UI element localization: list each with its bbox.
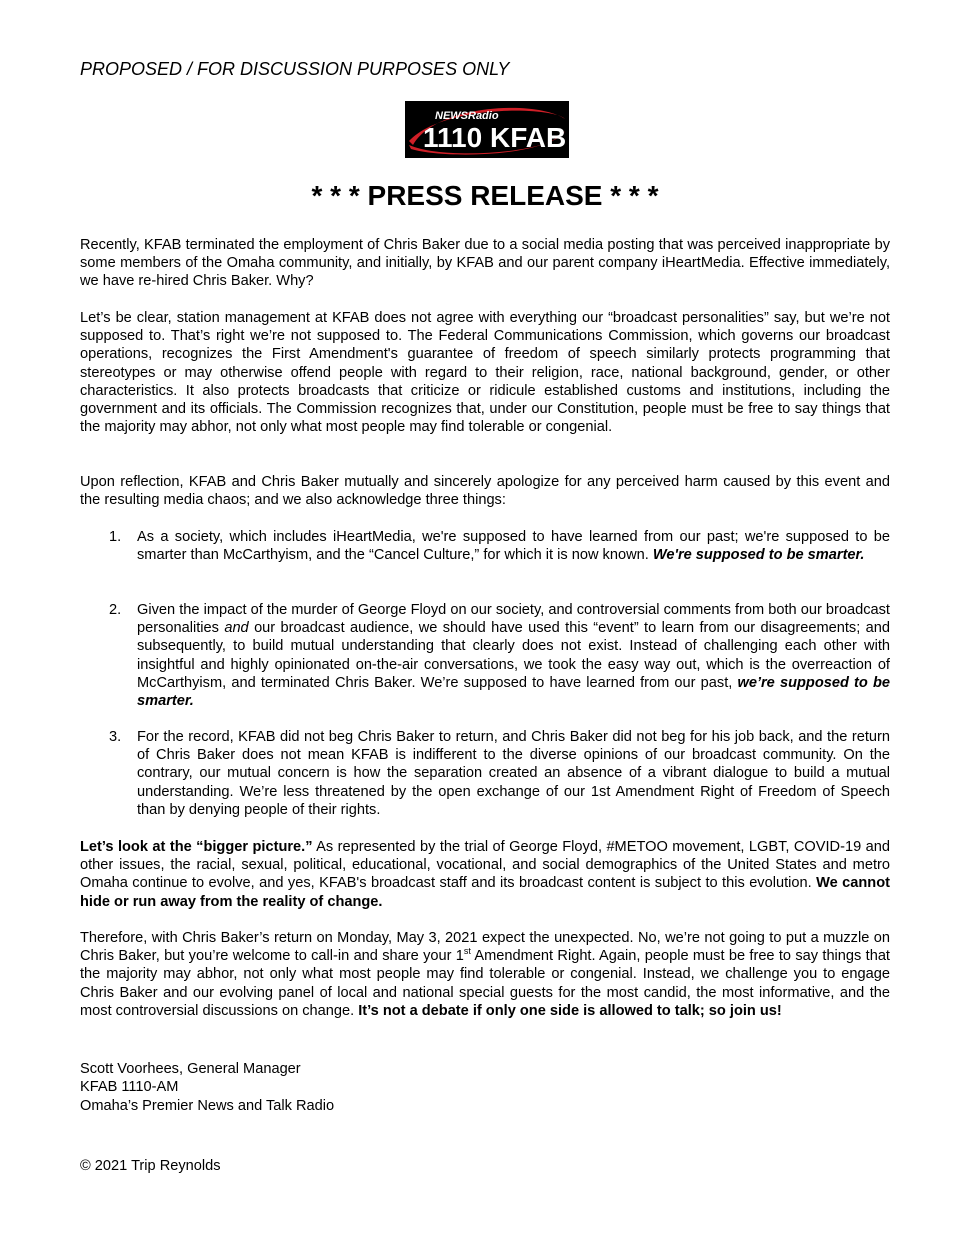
list-number-3: 3.	[109, 729, 122, 745]
kfab-logo	[405, 101, 569, 158]
header-note: PROPOSED / FOR DISCUSSION PURPOSES ONLY	[80, 59, 510, 79]
return-body-a: Therefore, with Chris Baker’s return on Monday, May 3, 2021 expect the unexpected. No, we’re not going to put a muzzle on Chris Baker, but you’re welcome to call-in and share your 1	[80, 930, 890, 965]
logo-top-text: NEWSRadio	[435, 110, 499, 122]
bigger-picture-lead: Let’s look at the “bigger picture.”	[80, 839, 313, 855]
list-number-1: 1.	[109, 529, 122, 545]
list-item-2-text-a: Given the impact of the murder of George Floyd on our society, and controversial comments from both our broadcast personalities	[137, 602, 890, 637]
paragraph-bigger-picture	[80, 838, 890, 911]
list-item-3: For the record, KFAB did not beg Chris Baker to return, and Chris Baker did not beg for his job back, and the return of Chris Baker does not mean KFAB is indifferent to the diverse opinions of our broadcast community. On the contrary, our mutual concern is how the separation created an absence of a vibrant dialogue to build a mutual understanding. We’re less threatened by the open exchange of our 1st Amendment Right of Freedom of Speech than by denying people of their rights.	[137, 729, 890, 818]
return-sup: st	[463, 946, 471, 957]
signature-name: Scott Voorhees, General Manager	[80, 1061, 301, 1077]
list-item-1	[137, 528, 890, 564]
list-item-2	[137, 601, 890, 710]
list-item-1-emphasis: We're supposed to be smarter.	[652, 547, 865, 564]
page-title: * * * PRESS RELEASE * * *	[311, 180, 659, 211]
svg-text:1110 KFAB: 1110 KFAB	[423, 122, 567, 153]
paragraph-apology: Upon reflection, KFAB and Chris Baker mutually and sincerely apologize for any perceived harm caused by this event and the resulting media chaos; and we also acknowledge three things:	[80, 474, 890, 509]
signature-tagline: Omaha’s Premier News and Talk Radio	[80, 1098, 335, 1114]
paragraph-fcc: Let’s be clear, station management at KFAB does not agree with everything our “broadcast personalities” say, but we’re not supposed to. That’s right we’re not supposed to. The Federal Communications Commission, which governs our broadcast operations, recognizes the First Amendment's guarantee of freedom of speech similarly protects programming that stereotypes or may otherwise offend people with regard to their religion, race, national background, gender, or other characteristics. It also protects broadcasts that criticize or ridicule established customs and institutions, including the government and its officials. The Commission recognizes that, under our Constitution, people must be free to say things that the majority may abhor, not only what most people may find tolerable or congenial.	[80, 310, 890, 436]
return-body-b: Amendment Right. Again, people must be free to say things that the majority may abhor, not only what most people may find tolerable or congenial. Instead, we challenge you to engage Chris Baker and our evolving panel of local and national special guests for the most candid, the most informative, and the most controversial discussions on change.	[80, 948, 890, 1019]
bigger-picture-close: We cannot hide or run away from the reality of change.	[80, 875, 891, 910]
paragraph-return	[80, 929, 890, 1020]
return-close: It’s not a debate if only one side is allowed to talk; so join us!	[358, 1002, 782, 1019]
list-item-2-emphasis: we’re supposed to be smarter.	[137, 674, 890, 710]
list-item-2-text-b: our broadcast audience, we should have used this “event” to learn from our disagreements; and subsequently, to build mutual understanding that clearly does not exist. Instead of challenging each other with insightful and highly opinionated on-the-air conversations, we took the easy way out, which is the overreaction of McCarthyism, and terminated Chris Baker. We’re supposed to have learned from our past,	[137, 620, 890, 691]
signature-station: KFAB 1110-AM	[80, 1079, 179, 1095]
list-item-2-italic: and	[224, 620, 249, 637]
bigger-picture-body: As represented by the trial of George Floyd, #METOO movement, LGBT, COVID-19 and other issues, the racial, sexual, political, educational, vocational, and social demographics of the United States and metro Omaha continue to evolve, and yes, KFAB's broadcast staff and its broadcast content is subject to this evolution.	[80, 839, 890, 892]
list-number-2: 2.	[109, 602, 122, 618]
list-item-1-text: As a society, which includes iHeartMedia, we're supposed to have learned from our past; we're supposed to be smarter than McCarthyism, and the “Cancel Culture,” for which it is now known.	[137, 529, 890, 564]
copyright: © 2021 Trip Reynolds	[80, 1158, 221, 1174]
paragraph-intro: Recently, KFAB terminated the employment of Chris Baker due to a social media posting that was perceived inappropriate by some members of the Omaha community, and initially, by KFAB and our parent company iHeartMedia. Effective immediately, we have re-hired Chris Baker. Why?	[80, 237, 890, 290]
